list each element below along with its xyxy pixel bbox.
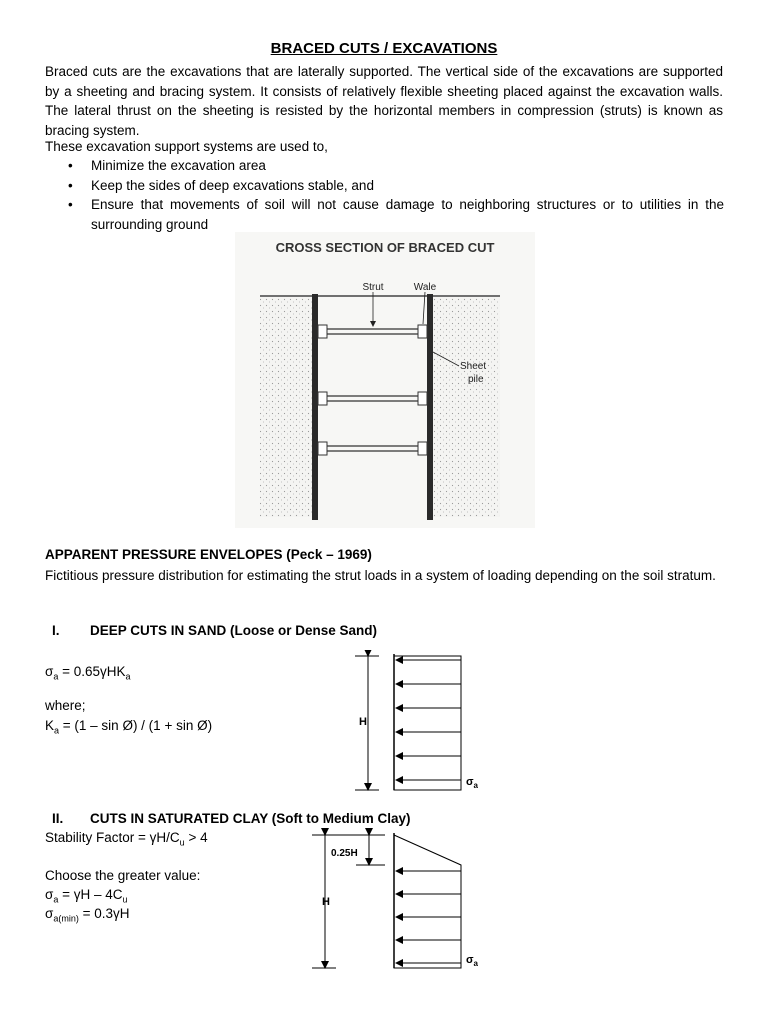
sheet-pile-label-1: Sheet	[460, 361, 487, 372]
uses-lead: These excavation support systems are used to,	[45, 139, 328, 154]
ka-equation: $K_a = (1 - \sin$ Ø) / (1 + sin Ø)	[45, 718, 213, 736]
sheet-pile-right	[427, 294, 433, 520]
stability-factor: Stability Factor = $\gamma H/C_u > 4$	[45, 830, 208, 848]
list-item: • Keep the sides of deep excavations stable, and	[68, 176, 724, 196]
soil-left	[260, 297, 312, 517]
sand-pressure-envelope-diagram	[355, 650, 495, 795]
sigma-a-label: $\sigma_a$	[466, 776, 478, 790]
clay-equation-2: $\sigma_{a(min)} = 0.3\gamma H$	[45, 906, 130, 924]
envelopes-heading: APPARENT PRESSURE ENVELOPES (Peck – 1969)	[45, 547, 372, 562]
section-2-heading: CUTS IN SATURATED CLAY (Soft to Medium Clay)	[90, 811, 411, 826]
height-label: H	[322, 896, 330, 908]
soil-right	[433, 297, 500, 517]
trapezoid-pressure-envelope	[394, 835, 461, 968]
braced-cut-cross-section-figure	[235, 232, 535, 528]
intro-paragraph: Braced cuts are the excavations that are laterally supported. The vertical side of the excavations are supported by a sheeting and bracing system. It consists of relatively flexible sheeting placed against the excavation walls. The lateral thrust on the sheeting is resisted by the horizontal members in compression (struts) is known as bracing system.	[45, 64, 723, 138]
envelopes-description: Fictitious pressure distribution for estimating the strut loads in a system of loading depending on the soil stratum.	[45, 568, 716, 583]
where-label: where;	[45, 698, 86, 713]
quarter-height-label: 0.25H	[331, 848, 358, 859]
wale-label: Wale	[413, 282, 437, 293]
uses-list	[68, 156, 724, 234]
sigma-a-label: $\sigma_a$	[466, 954, 478, 968]
section-2-number: II.	[52, 811, 64, 826]
strut-label: Strut	[362, 282, 384, 293]
clay-equation-1: $\sigma_a = \gamma H - 4C_u$	[45, 887, 128, 905]
sheet-pile-left	[312, 294, 318, 520]
sheet-pile-label-2: pile	[468, 374, 484, 385]
choose-label: Choose the greater value:	[45, 868, 201, 883]
uniform-pressure-envelope	[394, 656, 461, 790]
section-1-heading: DEEP CUTS IN SAND (Loose or Dense Sand)	[90, 623, 378, 638]
clay-pressure-envelope-diagram	[312, 828, 497, 976]
page-title: BRACED CUTS / EXCAVATIONS	[270, 40, 498, 57]
height-label: H	[359, 716, 367, 728]
section-1-number: I.	[52, 623, 60, 638]
list-item: • Ensure that movements of soil will not cause damage to neighboring structures or to utilities in the surrounding ground	[68, 195, 724, 234]
list-item: • Minimize the excavation area	[68, 156, 724, 176]
figure-title: CROSS SECTION OF BRACED CUT	[275, 240, 495, 255]
sand-equation: $\sigma_a = 0.65\gamma HK_a$	[45, 664, 131, 682]
